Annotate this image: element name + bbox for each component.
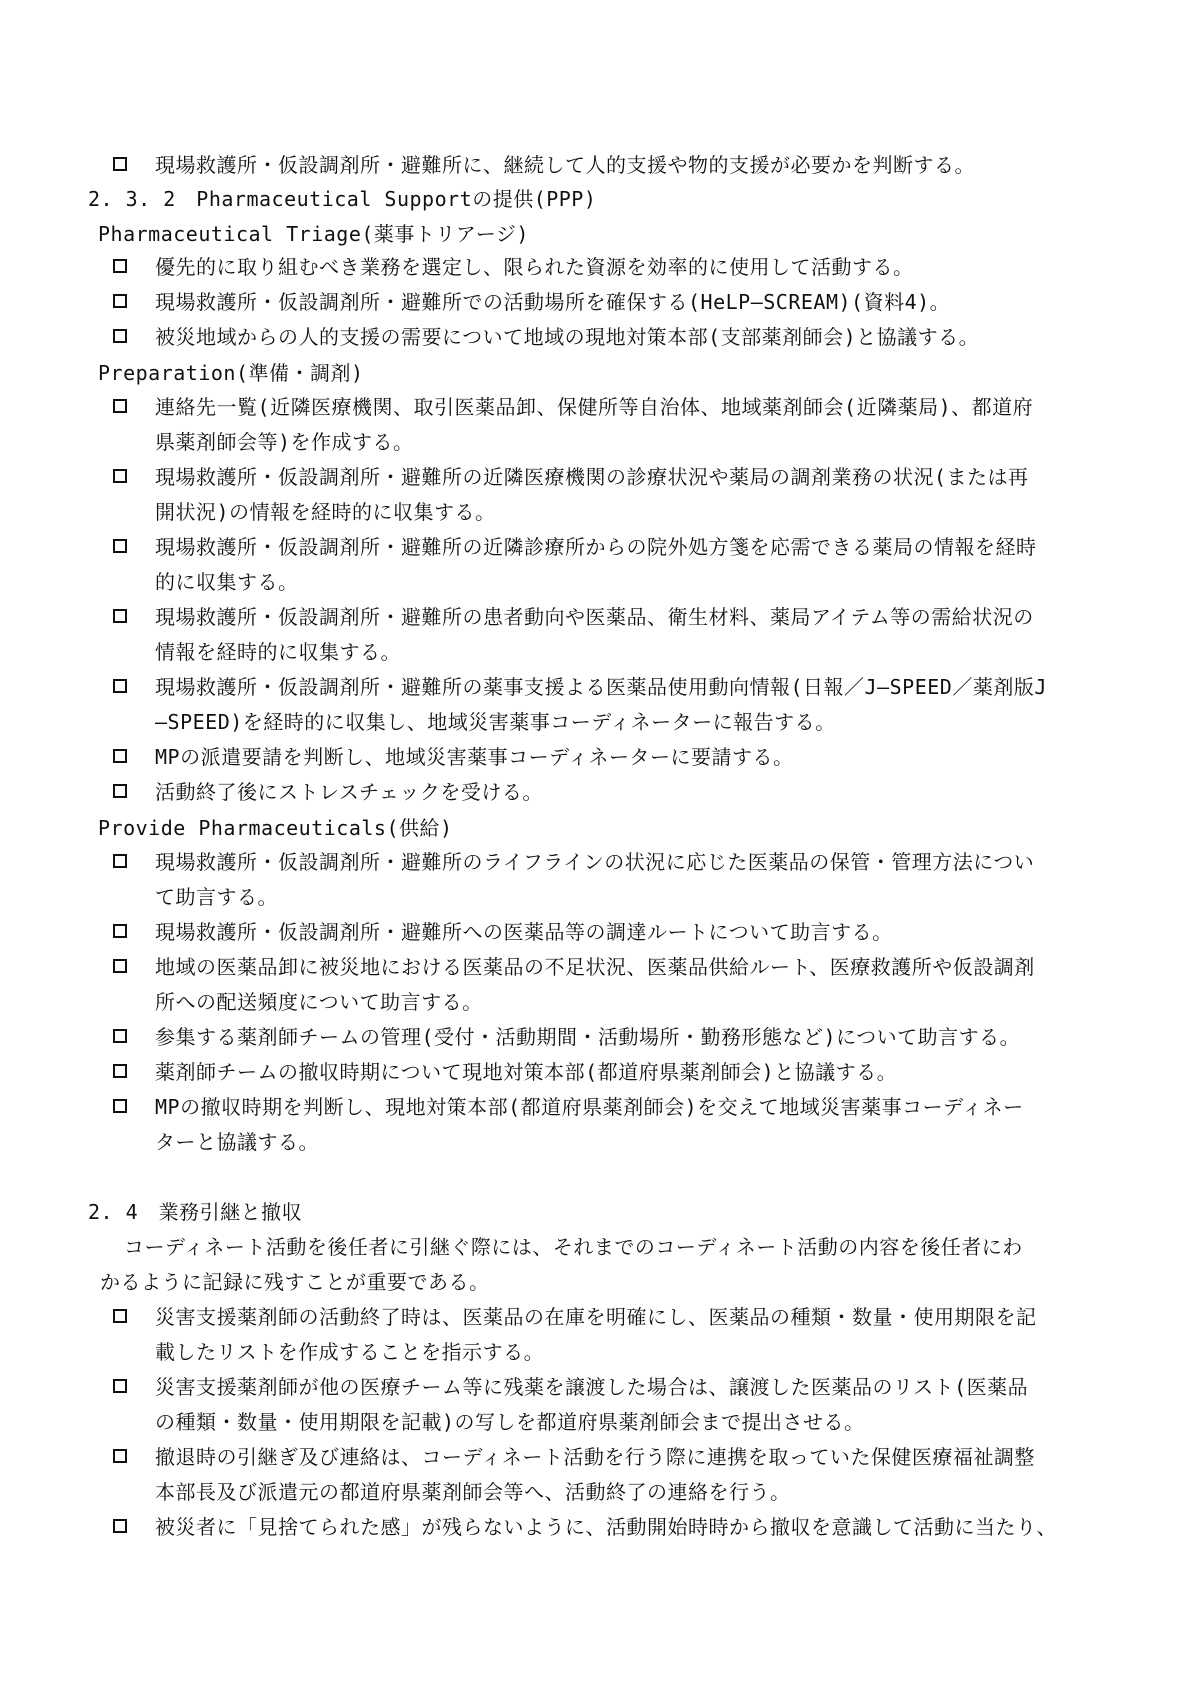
checkbox <box>113 609 127 623</box>
list-item: 現場救護所・仮設調剤所・避難所の近隣診療所からの院外処方箋を応需できる薬局の情報を経時 <box>155 535 1037 559</box>
section-heading: 2. 4 業務引継と撤収 <box>88 1200 303 1224</box>
list-item: 被災地域からの人的支援の需要について地域の現地対策本部(支部薬剤師会)と協議する。 <box>155 325 980 349</box>
list-item-continuation: ターと協議する。 <box>155 1130 319 1154</box>
list-item: 撤退時の引継ぎ及び連絡は、コーディネート活動を行う際に連携を取っていた保健医療福祉調整 <box>155 1445 1035 1469</box>
checkbox <box>113 469 127 483</box>
list-item-continuation: —SPEED)を経時的に収集し、地域災害薬事コーディネーターに報告する。 <box>155 710 836 734</box>
checkbox <box>113 399 127 413</box>
list-item: MPの派遣要請を判断し、地域災害薬事コーディネーターに要請する。 <box>155 745 794 769</box>
checkbox <box>113 1064 127 1078</box>
checkbox <box>113 1099 127 1113</box>
checkbox <box>113 329 127 343</box>
checkbox <box>113 294 127 308</box>
checkbox <box>113 1519 127 1533</box>
list-item: 災害支援薬剤師が他の医療チーム等に残薬を譲渡した場合は、譲渡した医薬品のリスト(医薬品 <box>155 1375 1029 1399</box>
list-item: MPの撤収時期を判断し、現地対策本部(都道府県薬剤師会)を交えて地域災害薬事コーディネー <box>155 1095 1024 1119</box>
section-heading: 2. 3. 2 Pharmaceutical Supportの提供(PPP) <box>88 187 597 211</box>
subsection-heading: Pharmaceutical Triage(薬事トリアージ) <box>98 222 529 246</box>
list-item: 被災者に「見捨てられた感」が残らないように、活動開始時時から撤収を意識して活動に当たり、 <box>155 1515 1057 1539</box>
list-item-continuation: 情報を経時的に収集する。 <box>155 640 401 664</box>
checkbox <box>113 259 127 273</box>
list-item-continuation: の種類・数量・使用期限を記載)の写しを都道府県薬剤師会まで提出させる。 <box>155 1410 865 1434</box>
checkbox <box>113 1029 127 1043</box>
list-item: 現場救護所・仮設調剤所・避難所の薬事支援よる医薬品使用動向情報(日報／J—SPEED／薬剤版J <box>155 675 1047 699</box>
list-item: 災害支援薬剤師の活動終了時は、医薬品の在庫を明確にし、医薬品の種類・数量・使用期限を記 <box>155 1305 1037 1329</box>
subsection-heading: Preparation(準備・調剤) <box>98 361 364 385</box>
list-item-continuation: 県薬剤師会等)を作成する。 <box>155 430 414 454</box>
list-item: 優先的に取り組むべき業務を選定し、限られた資源を効率的に使用して活動する。 <box>155 255 914 279</box>
list-item: 現場救護所・仮設調剤所・避難所での活動場所を確保する(HeLP—SCREAM)(資料4)。 <box>155 290 951 314</box>
checkbox <box>113 1379 127 1393</box>
list-item: 地域の医薬品卸に被災地における医薬品の不足状況、医薬品供給ルート、医療救護所や仮設調剤 <box>155 955 1035 979</box>
list-item: 薬剤師チームの撤収時期について現地対策本部(都道府県薬剤師会)と協議する。 <box>155 1060 898 1084</box>
list-item-continuation: 開状況)の情報を経時的に収集する。 <box>155 500 496 524</box>
checkbox <box>113 679 127 693</box>
checkbox <box>113 854 127 868</box>
list-item-continuation: 本部長及び派遣元の都道府県薬剤師会等へ、活動終了の連絡を行う。 <box>155 1480 791 1504</box>
checkbox <box>113 1309 127 1323</box>
paragraph-line: かるように記録に残すことが重要である。 <box>100 1270 490 1294</box>
list-item: 連絡先一覧(近隣医療機関、取引医薬品卸、保健所等自治体、地域薬剤師会(近隣薬局)、都道府 <box>155 395 1034 419</box>
list-item: 現場救護所・仮設調剤所・避難所に、継続して人的支援や物的支援が必要かを判断する。 <box>155 153 975 177</box>
checkbox <box>113 157 127 171</box>
list-item-continuation: 的に収集する。 <box>155 570 299 594</box>
checkbox <box>113 784 127 798</box>
list-item: 現場救護所・仮設調剤所・避難所の近隣医療機関の診療状況や薬局の調剤業務の状況(または再 <box>155 465 1029 489</box>
checkbox <box>113 1449 127 1463</box>
checkbox <box>113 749 127 763</box>
list-item: 活動終了後にストレスチェックを受ける。 <box>155 780 543 804</box>
list-item: 参集する薬剤師チームの管理(受付・活動期間・活動場所・勤務形態など)について助言する。 <box>155 1025 1021 1049</box>
checkbox <box>113 959 127 973</box>
list-item: 現場救護所・仮設調剤所・避難所への医薬品等の調達ルートについて助言する。 <box>155 920 893 944</box>
subsection-heading: Provide Pharmaceuticals(供給) <box>98 816 453 840</box>
list-item-continuation: 所への配送頻度について助言する。 <box>155 990 483 1014</box>
checkbox <box>113 924 127 938</box>
list-item-continuation: て助言する。 <box>155 885 278 909</box>
paragraph-line: コーディネート活動を後任者に引継ぐ際には、それまでのコーディネート活動の内容を後任者にわ <box>124 1235 1023 1259</box>
list-item-continuation: 載したリストを作成することを指示する。 <box>155 1340 545 1364</box>
list-item: 現場救護所・仮設調剤所・避難所のライフラインの状況に応じた医薬品の保管・管理方法につい <box>155 850 1035 874</box>
list-item: 現場救護所・仮設調剤所・避難所の患者動向や医薬品、衛生材料、薬局アイテム等の需給状況の <box>155 605 1034 629</box>
checkbox <box>113 539 127 553</box>
